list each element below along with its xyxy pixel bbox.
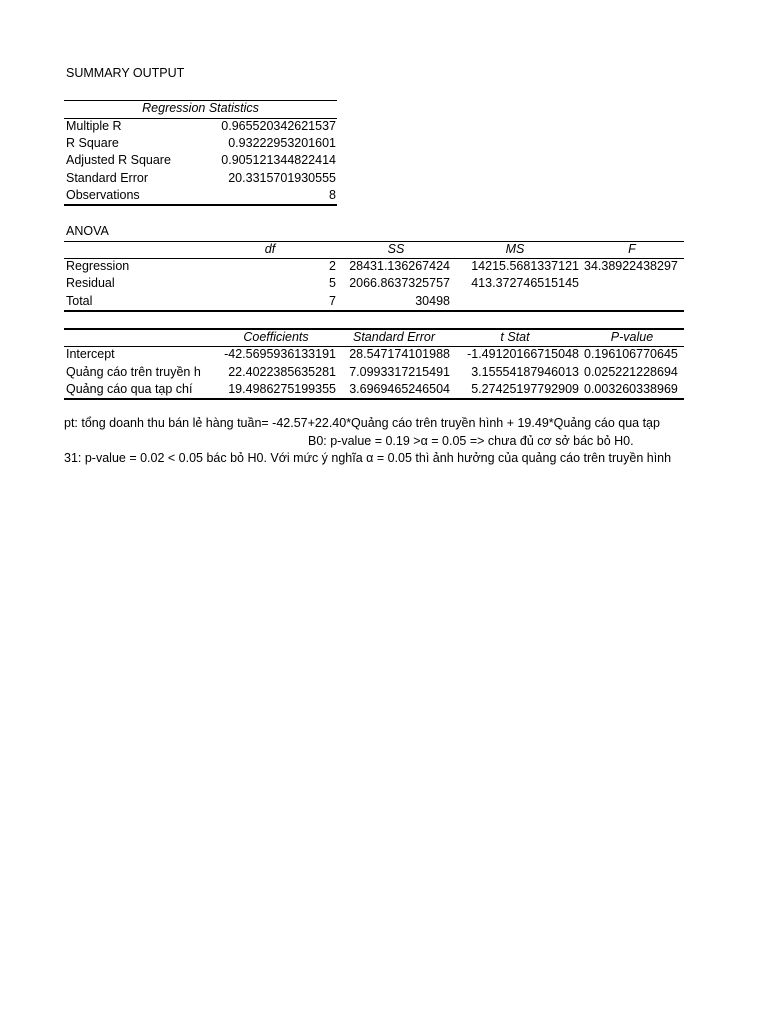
coef-row-label: Quảng cáo qua tạp chí xyxy=(66,382,193,396)
coef-bottom-rule xyxy=(64,398,684,400)
anova-ms: 413.372746515145 xyxy=(471,276,579,290)
coef-row-label: Quảng cáo trên truyền h xyxy=(66,365,201,379)
coef-standard-error: 28.547174101988 xyxy=(349,347,450,361)
stat-label-multiple-r: Multiple R xyxy=(66,119,122,133)
anova-ss: 30498 xyxy=(415,294,450,308)
coef-header-coefficients: Coefficients xyxy=(243,330,309,344)
anova-row-label: Total xyxy=(66,294,93,308)
anova-row-label: Regression xyxy=(66,259,130,273)
coef-header-standard-error: Standard Error xyxy=(353,330,435,344)
stat-value-standard-error: 20.3315701930555 xyxy=(228,171,336,185)
summary-title: SUMMARY OUTPUT xyxy=(66,66,185,80)
stat-value-r-square: 0.93222953201601 xyxy=(228,136,336,150)
coef-value: -42.5695936133191 xyxy=(224,347,336,361)
coef-standard-error: 7.0993317215491 xyxy=(349,365,450,379)
anova-df: 2 xyxy=(329,259,336,273)
anova-ms: 14215.5681337121 xyxy=(471,259,579,273)
anova-label: ANOVA xyxy=(66,224,109,238)
coef-p-value: 0.196106770645 xyxy=(584,347,678,361)
stat-label-adjusted-r-square: Adjusted R Square xyxy=(66,153,171,167)
coef-value: 22.4022385635281 xyxy=(228,365,336,379)
coef-t-stat: 3.15554187946013 xyxy=(471,365,579,379)
coef-p-value: 0.025221228694 xyxy=(584,365,678,379)
anova-header-f: F xyxy=(628,242,636,256)
stat-value-adjusted-r-square: 0.905121344822414 xyxy=(221,153,336,167)
note-b1-test: 31: p-value = 0.02 < 0.05 bác bỏ H0. Với mức ý nghĩa α = 0.05 thì ảnh hưởng của quảng cáo trên truyền hình xyxy=(64,451,672,465)
stat-label-r-square: R Square xyxy=(66,136,119,150)
coef-row-label: Intercept xyxy=(66,347,115,361)
coef-p-value: 0.003260338969 xyxy=(584,382,678,396)
anova-ss: 28431.136267424 xyxy=(349,259,450,273)
note-b0-test: B0: p-value = 0.19 >α = 0.05 => chưa đủ cơ sở bác bỏ H0. xyxy=(308,434,634,448)
stat-value-observations: 8 xyxy=(329,188,336,202)
coef-header-t-stat: t Stat xyxy=(500,330,530,344)
anova-header-ss: SS xyxy=(387,242,405,256)
anova-header-df: df xyxy=(264,242,276,256)
stat-label-observations: Observations xyxy=(66,188,140,202)
coef-t-stat: 5.27425197792909 xyxy=(471,382,579,396)
note-regression-equation: pt: tổng doanh thu bán lẻ hàng tuần= -42.57+22.40*Quảng cáo trên truyền hình + 19.49*Quảng cáo qua tạp xyxy=(64,416,660,430)
coef-t-stat: -1.49120166715048 xyxy=(467,347,579,361)
stat-label-standard-error: Standard Error xyxy=(66,171,148,185)
anova-f: 34.38922438297 xyxy=(584,259,678,273)
anova-ss: 2066.8637325757 xyxy=(349,276,450,290)
anova-header-ms: MS xyxy=(505,242,525,256)
coef-standard-error: 3.6969465246504 xyxy=(349,382,450,396)
anova-df: 7 xyxy=(329,294,336,308)
coef-header-p-value: P-value xyxy=(610,330,654,344)
regression-statistics-header: Regression Statistics xyxy=(142,101,259,115)
coef-value: 19.4986275199355 xyxy=(228,382,336,396)
anova-df: 5 xyxy=(329,276,336,290)
anova-bottom-rule xyxy=(64,310,684,312)
stat-value-multiple-r: 0.965520342621537 xyxy=(221,119,336,133)
bottom-rule xyxy=(64,204,337,206)
anova-row-label: Residual xyxy=(66,276,115,290)
